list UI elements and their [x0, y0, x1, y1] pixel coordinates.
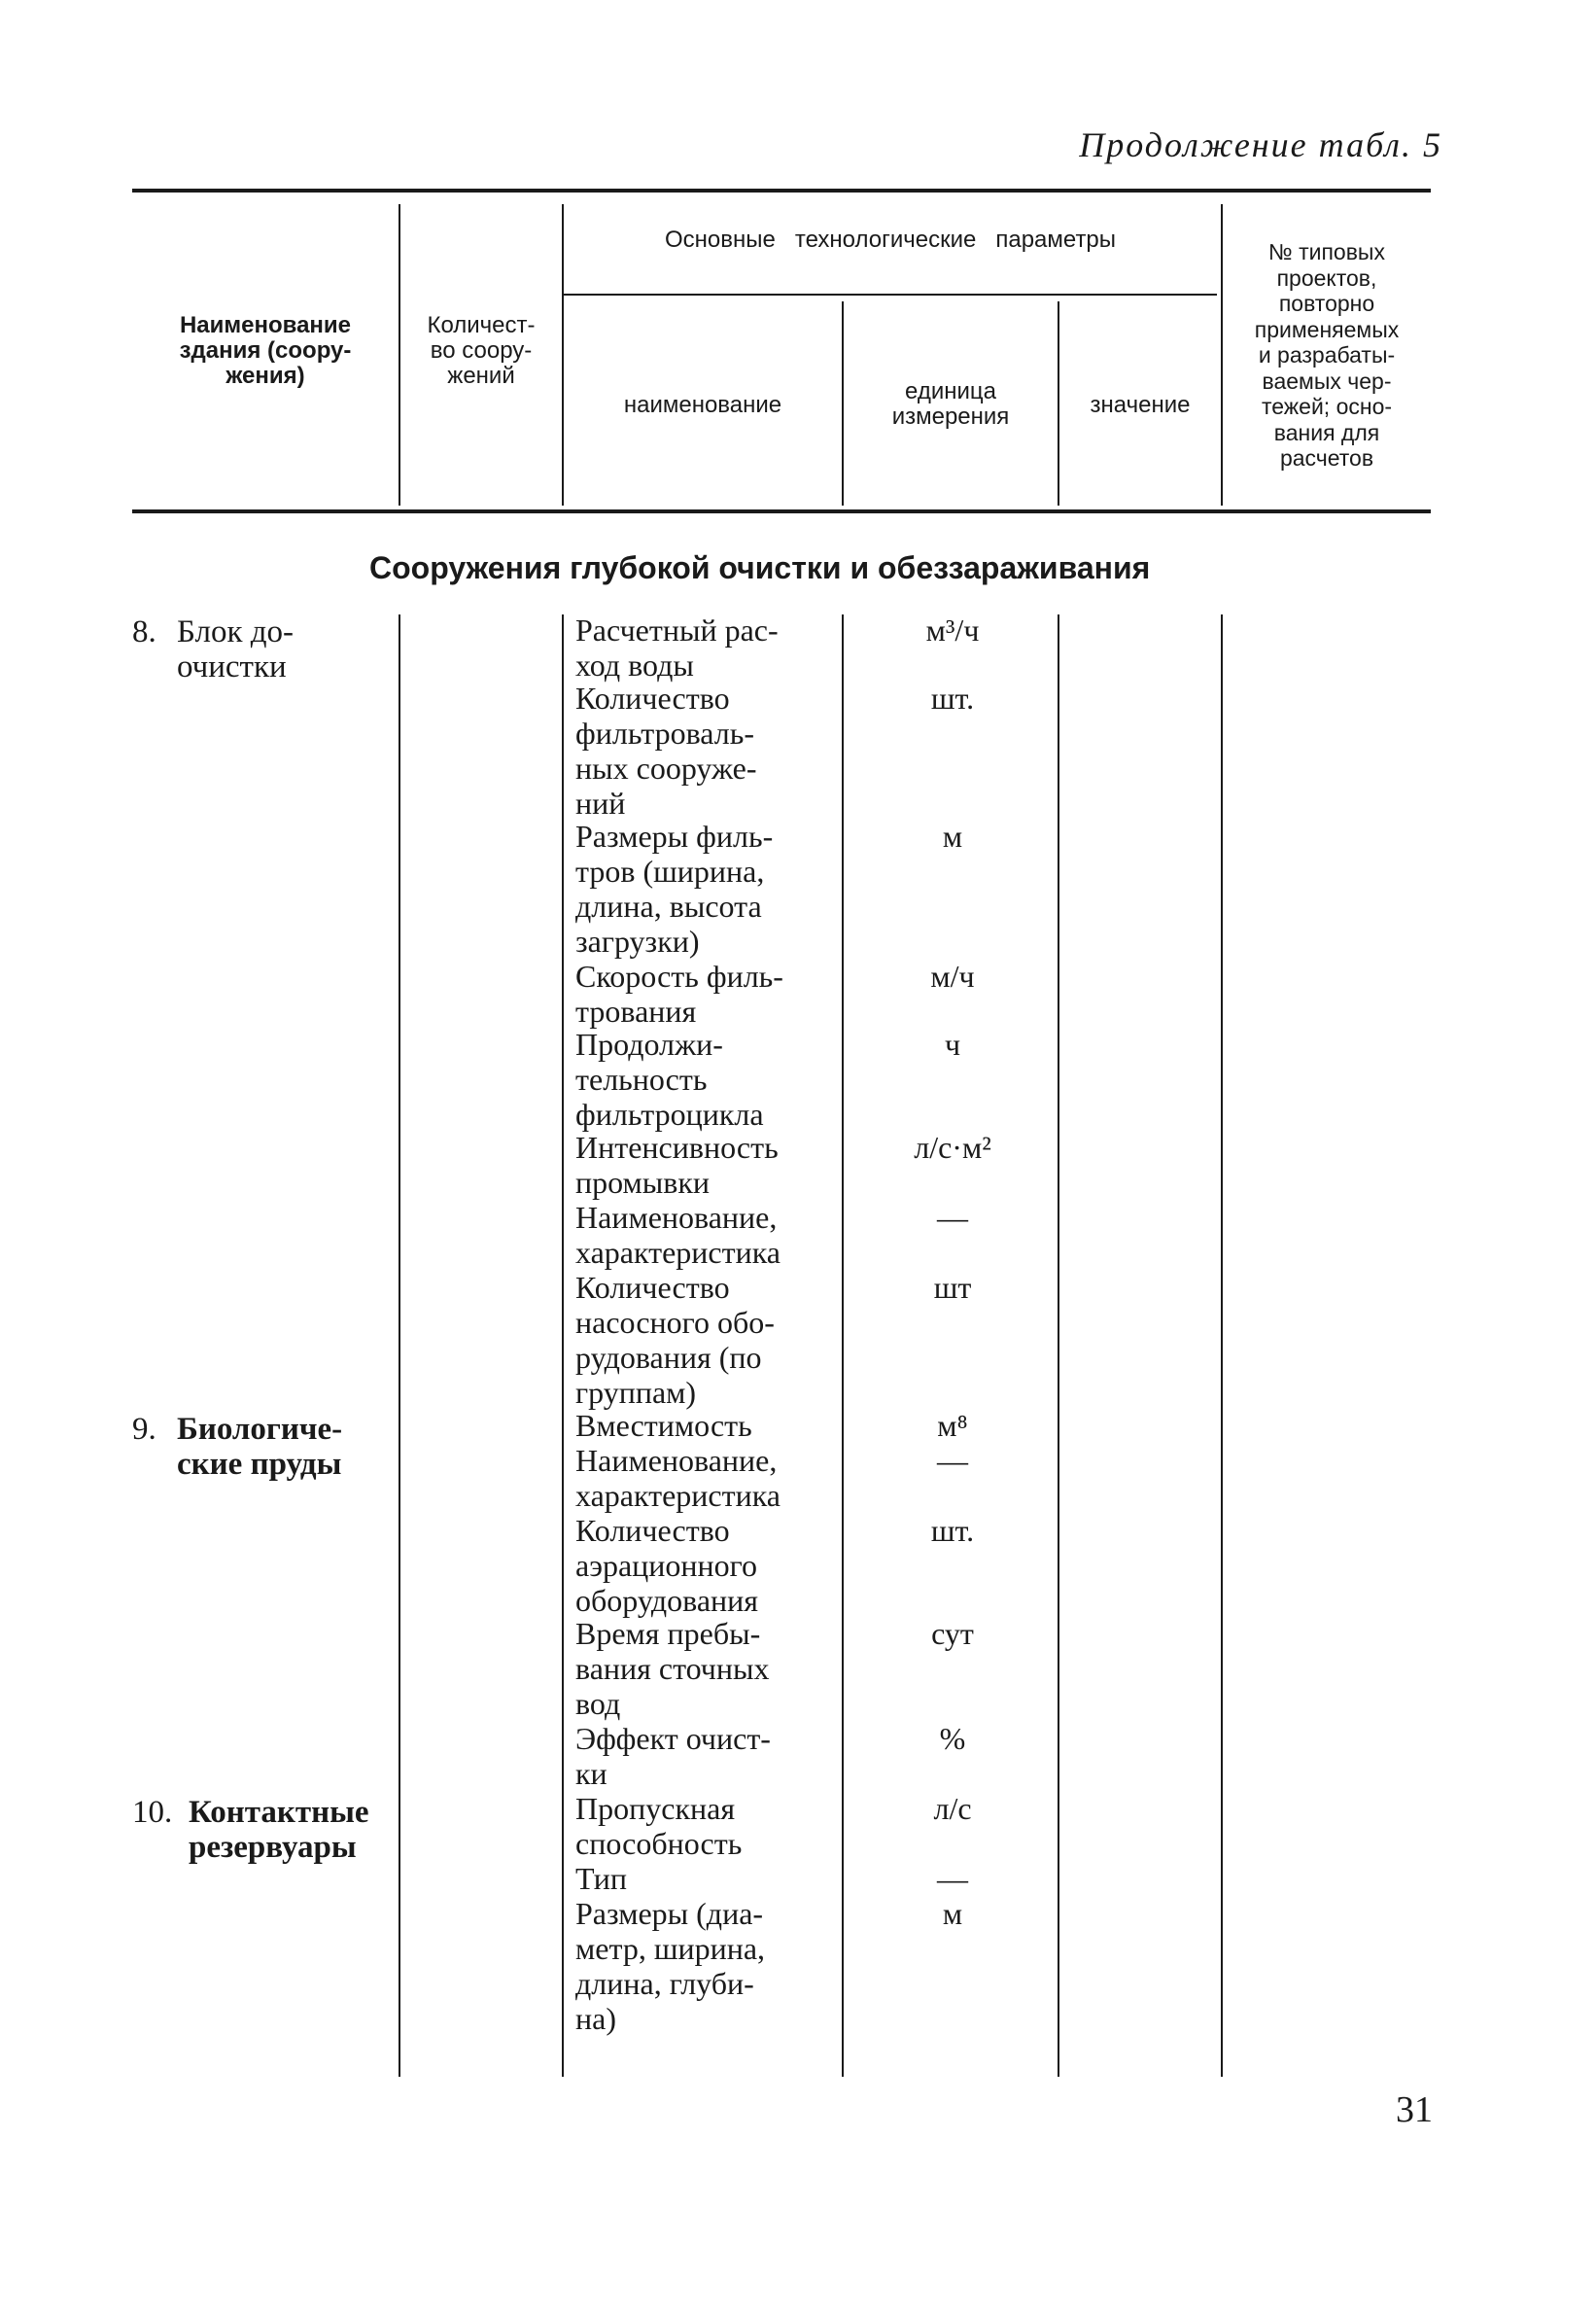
- header-top-rule: [132, 189, 1431, 193]
- body-divider-4: [1058, 614, 1059, 2077]
- param-unit: —: [937, 1200, 968, 1235]
- building-8-name: Блок до- очистки: [177, 614, 295, 684]
- param-name: Наименование, характеристика: [575, 1443, 781, 1513]
- header-bottom-rule: [132, 509, 1431, 513]
- table-continuation-caption: Продолжение табл. 5: [1079, 125, 1442, 164]
- param-name: Количество аэрационного оборудования: [575, 1513, 758, 1618]
- param-name: Размеры (диа- метр, ширина, длина, глуби- на): [575, 1896, 766, 2036]
- body-divider-3: [842, 614, 844, 2077]
- param-unit: м⁸: [937, 1408, 968, 1443]
- header-param-value: значение: [1090, 392, 1191, 418]
- params-group-rule: [564, 294, 1217, 296]
- param-unit: %: [939, 1721, 966, 1756]
- header-param-unit: единица измерения: [891, 378, 1010, 430]
- param-name: Размеры филь- тров (ширина, длина, высота загрузки): [575, 819, 774, 959]
- param-unit: ч: [944, 1027, 961, 1062]
- header-building: Наименование здания (соору- жения): [179, 312, 352, 389]
- param-unit: л/с: [933, 1791, 972, 1826]
- param-name: Количество насосного обо- рудования (по группам): [575, 1270, 775, 1410]
- param-unit: м/ч: [930, 959, 975, 994]
- param-unit: м³/ч: [925, 613, 980, 648]
- param-unit: шт: [933, 1270, 972, 1305]
- param-unit: —: [937, 1861, 968, 1896]
- header-param-name: наименование: [623, 392, 782, 418]
- param-name: Количество фильтроваль- ных сооруже- ний: [575, 681, 757, 821]
- param-unit: м: [942, 1896, 963, 1931]
- building-10-number: 10.: [132, 1795, 173, 1830]
- building-10-name: Контактные резервуары: [189, 1795, 369, 1865]
- building-9-name: Биологиче- ские пруды: [177, 1412, 343, 1482]
- body-divider-5: [1221, 614, 1223, 2077]
- param-name: Пропускная способность: [575, 1791, 743, 1861]
- param-unit: шт.: [930, 1513, 975, 1548]
- body-divider-2: [562, 614, 564, 2077]
- section-title: Сооружения глубокой очистки и обеззараживания: [369, 550, 1151, 585]
- param-unit: м: [942, 819, 963, 854]
- param-name: Эффект очист- ки: [575, 1721, 771, 1791]
- param-name: Вместимость: [575, 1408, 752, 1443]
- building-8-number: 8.: [132, 614, 156, 649]
- param-name: Интенсивность промывки: [575, 1130, 779, 1200]
- page-number: 31: [1396, 2089, 1433, 2130]
- param-unit: сут: [931, 1616, 974, 1651]
- param-name: Время пребы- вания сточных вод: [575, 1616, 770, 1721]
- param-name: Скорость филь- трования: [575, 959, 783, 1029]
- header-count: Количест- во соору- жений: [427, 312, 536, 389]
- param-unit: шт.: [930, 681, 975, 716]
- header-projects: № типовых проектов, повторно применяемых и разрабаты- ваемых чер- тежей; осно- вания для расчетов: [1254, 239, 1400, 471]
- building-9-number: 9.: [132, 1412, 156, 1447]
- param-name: Тип: [575, 1861, 627, 1896]
- param-unit: л/с·м²: [914, 1130, 991, 1165]
- param-name: Продолжи- тельность фильтроцикла: [575, 1027, 764, 1132]
- header-params-group: Основные технологические параметры: [664, 227, 1117, 253]
- body-divider-1: [399, 614, 400, 2077]
- header-divider-1: [399, 204, 400, 506]
- param-name: Наименование, характеристика: [575, 1200, 781, 1270]
- param-name: Расчетный рас- ход воды: [575, 613, 779, 683]
- param-unit: —: [937, 1443, 968, 1478]
